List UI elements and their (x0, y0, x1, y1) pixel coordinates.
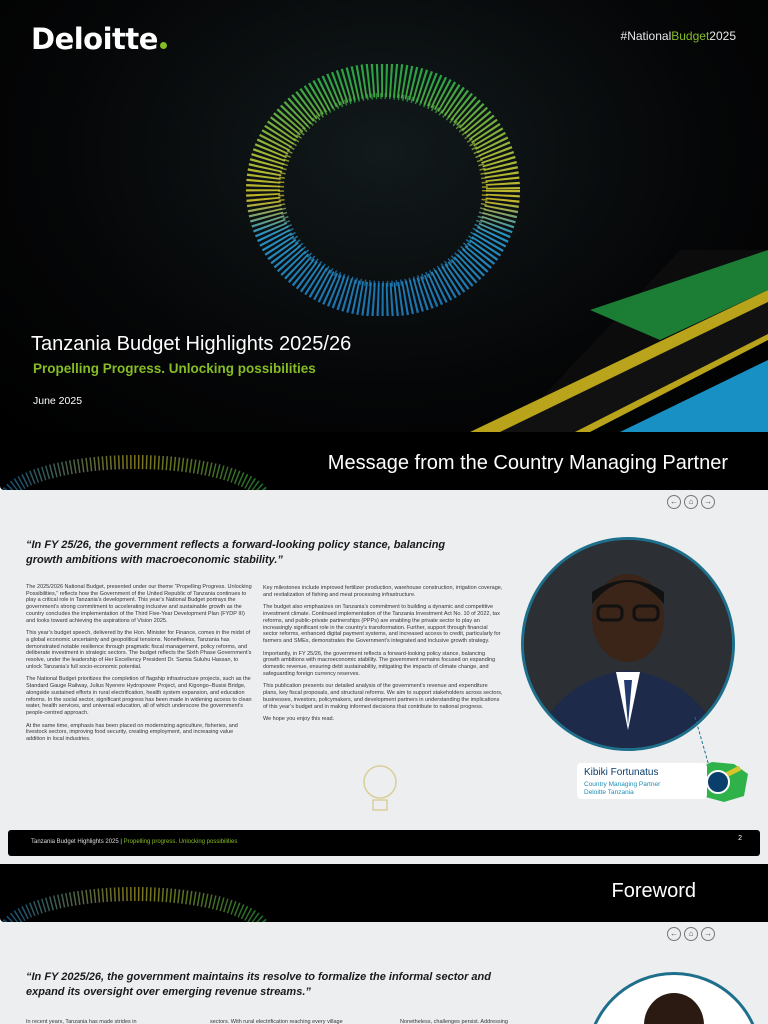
text-column-3: Nonetheless, challenges persist. Addressing (400, 1019, 508, 1024)
partner-role: Country Managing Partner (584, 781, 661, 788)
paragraph: The 2025/2026 National Budget, presented under our theme “Propelling Progress. Unlocking Possibilities,” reflects how the Government of the United Republic of Tanzania continues to play a critical role in Tanzania’s development. This year’s National Budget portrays the government’s strong commitment to accelerating inclusive and sustainable growth as the country concludes the implementation of the Third Five-Year Development Plan (FYDP III) and looks toward achieving the aspirations of Vision 2025. (26, 584, 252, 624)
hashtag: #NationalBudget2025 (620, 29, 736, 43)
forward-icon[interactable]: → (701, 495, 715, 509)
foreword-page (0, 864, 768, 1024)
page-number: 2 (738, 835, 742, 842)
text-column-2 (263, 585, 503, 729)
header-band-black (0, 864, 768, 922)
partner-name: Kibiki Fortunatus (584, 767, 659, 778)
cover-page (0, 0, 768, 432)
page-title: Foreword (611, 880, 696, 902)
partner-namecard (577, 763, 707, 799)
home-icon[interactable]: ⌂ (684, 927, 698, 941)
paragraph: We hope you enjoy this read. (263, 716, 335, 723)
paragraph: This publication presents our detailed analysis of the government’s revenue and expenditure plans, key fiscal proposals, and structural reforms. We aim to support stakeholders across sectors, businesses, investors, policymakers, and development partners in understanding the implications of this year’s budget and in making informed decisions that contribute to national progress. (263, 683, 503, 710)
person-silhouette (589, 975, 759, 1024)
page-footer (8, 830, 760, 856)
header-band-black (0, 432, 768, 490)
cover-date: June 2025 (33, 395, 83, 407)
ring-graphic (235, 64, 531, 316)
back-icon[interactable]: ← (667, 927, 681, 941)
header-dots-graphic (0, 432, 270, 490)
lightbulb-icon (358, 762, 402, 820)
pull-quote: “In FY 2025/26, the government maintains its resolve to formalize the informal sector and expand its oversight over emerging revenue streams.” (26, 971, 491, 998)
logo-dot (160, 42, 167, 49)
forward-icon[interactable]: → (701, 927, 715, 941)
text-column-2: sectors. With rural electrification reaching every village (210, 1019, 343, 1024)
message-page (0, 432, 768, 864)
deloitte-logo: Deloitte (31, 22, 167, 56)
page-nav (667, 495, 715, 509)
footer-text: Tanzania Budget Highlights 2025 | Propelling progress. Unlocking possibilities (31, 839, 238, 845)
page-nav (667, 927, 715, 941)
text-column-1 (26, 584, 252, 749)
paragraph: Importantly, in FY 25/26, the government reflects a forward-looking policy stance, balancing growth ambitions with macroeconomic stability. The government remains focused on expanding domestic revenue, ensuring debt sustainability, mitigating the impacts of climate change, and safeguarding foreign currency reserves. (263, 650, 496, 677)
back-icon[interactable]: ← (667, 495, 681, 509)
page-title: Message from the Country Managing Partner (327, 452, 728, 474)
pull-quote: “In FY 25/26, the government reflects a forward-looking policy stance, balancing growth ambitions with macroeconomic stability.” (26, 539, 446, 566)
home-icon[interactable]: ⌂ (684, 495, 698, 509)
paragraph: This year’s budget speech, delivered by the Hon. Minister for Finance, comes in the midst of a global economic uncertainty and geopolitical tensions. Nonetheless, Tanzania has demonstrated notable resilience through pragmatic fiscal management, policy reforms, and deliberate investment in strategic sectors. The budget reflects the Sixth Phase Government’s resolve, under the leadership of Her Excellency President Dr. Samia Suluhu Hassan, to unlock Tanzania’s full socio-economic potential. (26, 630, 252, 670)
paragraph: The National Budget prioritizes the completion of flagship infrastructure projects, such as the Standard Gauge Railway, Julius Nyerere Hydropower Project, and Kigongo–Busisi Bridge, alongside sustained efforts in rural electrification, health system expansion, and education reforms. In the social sector, significant progress has been made in widening access to clean water, health services, and universal education, all of which underscore the government’s people-centred approach. (26, 676, 252, 716)
cover-title: Tanzania Budget Highlights 2025/26 (31, 333, 352, 355)
paragraph: Key milestones include improved fertilizer production, warehouse construction, irrigation coverage, and revitalization of fishing and meat processing infrastructure. (263, 585, 503, 598)
paragraph: At the same time, emphasis has been placed on modernizing agriculture, fisheries, and livestock sectors, improving food security, creating employment, and increasing value addition in local industries. (26, 722, 238, 743)
foreword-portrait (586, 972, 762, 1024)
paragraph: The budget also emphasizes on Tanzania’s commitment to building a dynamic and competitive investment climate. Continued implementation of the Tanzania Investment Act No. 10 of 2022, tax reforms, and public-private partnerships (PPPs) are enabling the private sector to play an increasingly significant role in the country’s transformation. Further, support through financial sector reforms, enhanced digital payment systems, and increased access to credit, particularly for farmers and SMEs, demonstrates the Government’s integrated and inclusive growth strategy. (263, 604, 501, 644)
cover-subtitle: Propelling Progress. Unlocking possibilities (33, 361, 316, 376)
partner-org: Deloitte Tanzania (584, 789, 634, 796)
text-column-1: In recent years, Tanzania has made strides in (26, 1019, 137, 1024)
header-dots-graphic (0, 864, 270, 922)
